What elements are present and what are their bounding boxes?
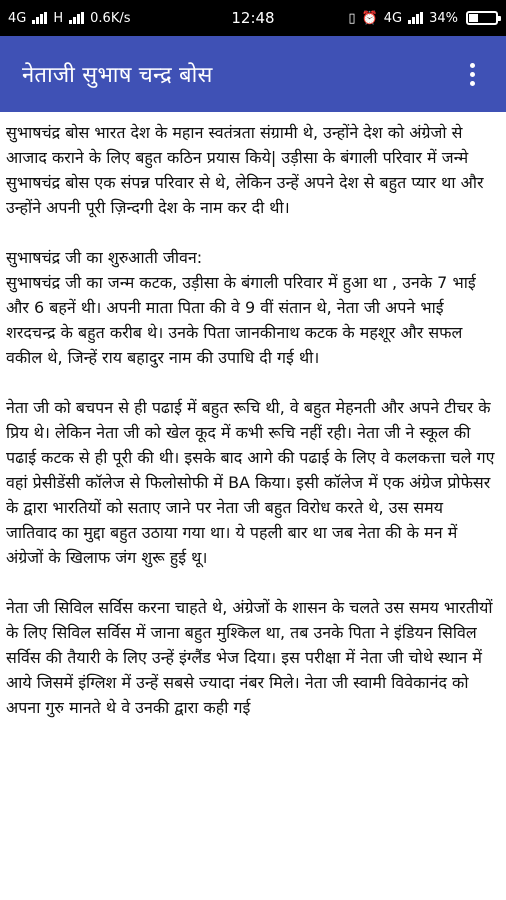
battery-fill [469,14,478,22]
battery-percent: 34% [429,10,458,26]
vibrate-icon: ▯ [348,10,356,26]
clock: 12:48 [231,9,275,27]
right-network-type: 4G [383,10,403,26]
article-content[interactable] [0,112,506,900]
app-title: नेताजी सुभाष चन्द्र बोस [22,63,213,88]
network-speed: 0.6K/s [90,10,131,26]
app-bar [0,36,506,112]
network-type-1: 4G [8,10,27,26]
article-paragraph-1: सुभाषचंद्र बोस भारत देश के महान स्वतंत्रता संग्रामी थे, उन्होंने देश को अंग्रेजो से आजाद कराने के लिए बहुत कठिन प्रयास किये| उड़ीसा के बंगाली परिवार में जन्मे सुभाषचंद्र बोस एक संपन्न परिवार से थे, लेकिन उन्हें अपने देश से बहुत प्यार था और उन्होंने अपनी पूरी ज़िन्दगी देश के नाम कर दी थी। [6,123,484,217]
alarm-icon: ⏰ [361,10,378,26]
article-paragraph-3: नेता जी को बचपन से ही पढाई में बहुत रूचि थी, वे बहुत मेहनती और अपने टीचर के प्रिय थे। लेकिन नेता जी को खेल कूद में कभी रूचि नहीं रही। नेता जी ने स्कूल की पढाई कटक से ही पूरी की थी। इसके बाद आगे की पढाई के लिए वे कलकत्ता चले गए वहां प्रेसीडेंसी कॉलेज से फिलोसोफी में BA किया। इसी कॉलेज में एक अंग्रेज प्रोफेसर के द्वारा भारतियों को सताए जाने पर नेता जी बहुत विरोध करते थे, उस समय जातिवाद का मुद्दा बहुत उठाया गया था। ये पहली बार था जब नेता की के मन में अंग्रेजों के खिलाफ जंग शुरू हुई थू। [6,398,495,567]
signal-icon-2 [69,12,84,24]
battery-icon [466,11,498,25]
status-left [8,11,348,26]
status-bar [0,0,506,36]
overflow-menu-icon[interactable] [460,54,484,94]
article-paragraph-4: नेता जी सिविल सर्विस करना चाहते थे, अंग्रेजों के शासन के चलते उस समय भारतीयों के लिए सिविल सर्विस में जाना बहुत मुश्किल था, तब उनके पिता ने इंडियन सिविल सर्विस की तैयारी के लिए उन्हें इंग्लैंड भेज दिया। इस परीक्षा में नेता जी चोथे स्थान में आये जिसमें इंग्लिश में उन्हें सबसे ज्यादा नंबर मिले। नेता जी स्वामी विवेकानंद को अपना गुरु मानते थे वे उनकी द्वारा कही गई [6,598,493,717]
article-heading-early-life: सुभाषचंद्र जी का शुरुआती जीवन: [6,248,203,267]
article-paragraph-2: सुभाषचंद्र जी का जन्म कटक, उड़ीसा के बंगाली परिवार में हुआ था , उनके 7 भाई और 6 बहनें थी। अपनी माता पिता की वे 9 वीं संतान थे, नेता जी अपने भाई शरदचन्द्र के बहुत करीब थे। उनके पिता जानकीनाथ कटक के महशूर और सफल वकील थे, जिन्हें राय बहादुर नाम की उपाधि दी गई थी। [6,273,476,367]
network-type-2: H [53,10,64,26]
status-right [348,11,498,26]
signal-icon [32,12,47,24]
signal-icon-3 [408,12,423,24]
